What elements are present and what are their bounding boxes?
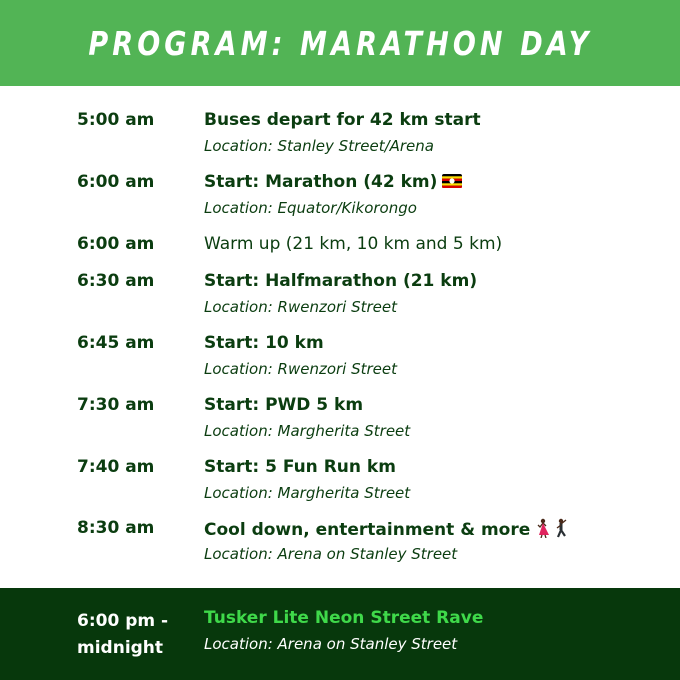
event-title: Start: PWD 5 km bbox=[204, 395, 364, 415]
event-time: 8:30 am bbox=[77, 518, 155, 538]
evening-event-location: Location: Arena on Stanley Street bbox=[204, 635, 458, 653]
header-banner bbox=[0, 0, 680, 86]
evening-event-banner bbox=[0, 588, 680, 680]
event-location: Location: Equator/Kikorongo bbox=[204, 199, 417, 217]
event-time: 7:40 am bbox=[77, 457, 155, 477]
event-time: 6:00 am bbox=[77, 234, 155, 254]
event-time: 7:30 am bbox=[77, 395, 155, 415]
event-title: Buses depart for 42 km start bbox=[204, 110, 481, 130]
event-location: Location: Stanley Street/Arena bbox=[204, 137, 434, 155]
event-title-wrap bbox=[204, 172, 462, 192]
event-location: Location: Margherita Street bbox=[204, 484, 411, 502]
event-title: Warm up (21 km, 10 km and 5 km) bbox=[204, 234, 503, 254]
event-title: Start: 5 Fun Run km bbox=[204, 457, 396, 477]
evening-event-time bbox=[77, 608, 197, 662]
evening-event-title: Tusker Lite Neon Street Rave bbox=[204, 608, 484, 628]
event-time: 6:45 am bbox=[77, 333, 155, 353]
schedule-list bbox=[0, 86, 680, 588]
uganda-flag-icon bbox=[442, 174, 462, 188]
event-title-wrap bbox=[204, 518, 572, 540]
event-time: 5:00 am bbox=[77, 110, 155, 130]
event-title: Start: 10 km bbox=[204, 333, 324, 353]
evening-time-start: 6:00 pm - bbox=[77, 611, 169, 631]
event-location: Location: Arena on Stanley Street bbox=[204, 545, 458, 563]
dancers-icon bbox=[534, 518, 572, 538]
evening-time-end: midnight bbox=[77, 638, 164, 658]
event-title: Cool down, entertainment & more bbox=[204, 520, 531, 540]
event-title: Start: Halfmarathon (21 km) bbox=[204, 271, 478, 291]
event-location: Location: Rwenzori Street bbox=[204, 360, 398, 378]
event-time: 6:00 am bbox=[77, 172, 155, 192]
page-title: PROGRAM: MARATHON DAY bbox=[87, 23, 593, 63]
event-title: Start: Marathon (42 km) bbox=[204, 172, 438, 192]
event-location: Location: Margherita Street bbox=[204, 422, 411, 440]
event-time: 6:30 am bbox=[77, 271, 155, 291]
event-location: Location: Rwenzori Street bbox=[204, 298, 398, 316]
